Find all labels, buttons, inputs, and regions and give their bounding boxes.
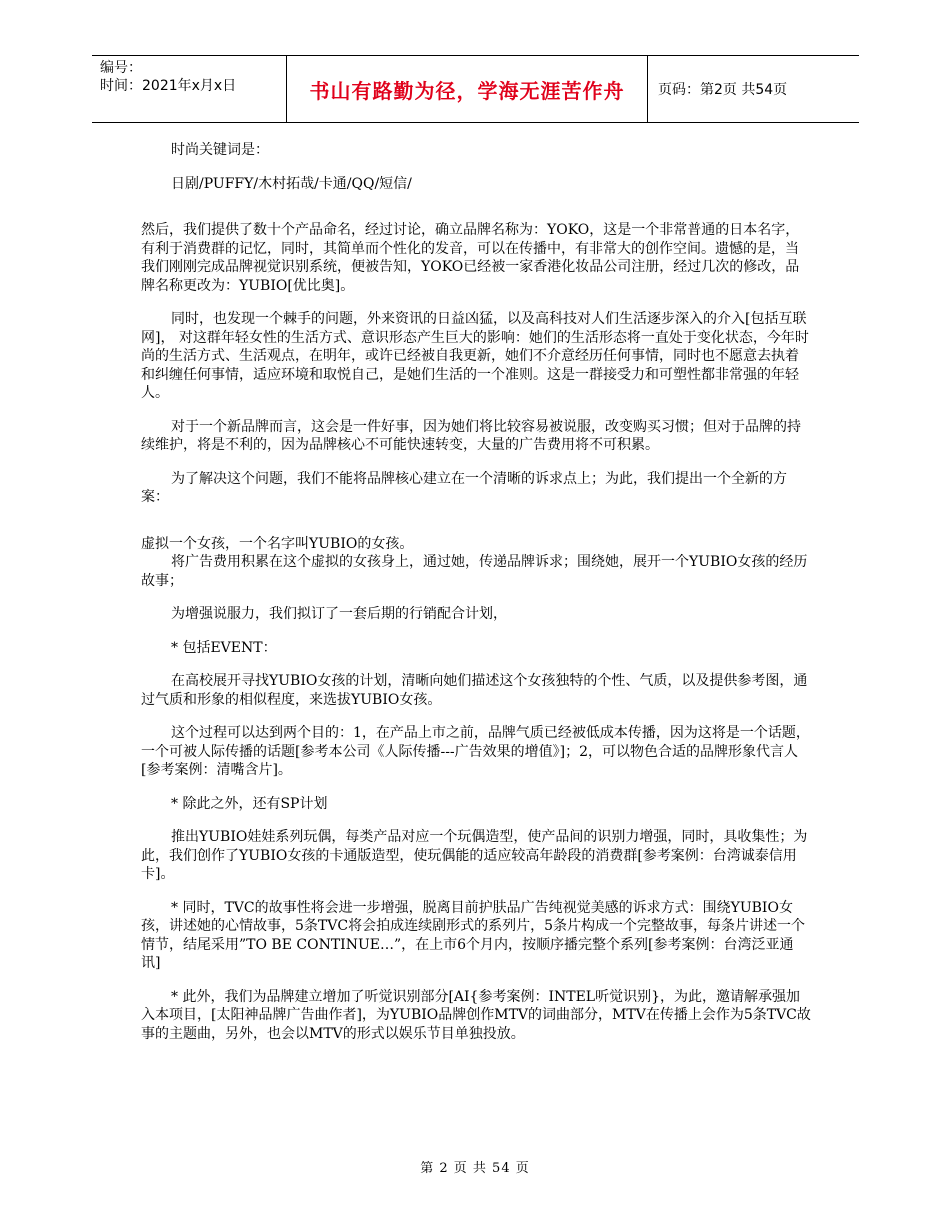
paragraph: 时尚关键词是： — [171, 142, 269, 158]
paragraph: * 包括EVENT： — [171, 639, 277, 656]
paragraph: 为增强说服力，我们拟订了一套后期的行销配合计划， — [171, 606, 507, 622]
paragraph: 同时，也发现一个棘手的问题，外来资讯的日益凶猛，以及高科技对人们生活逐步深入的介入[包括互联网]， 对这群年轻女性的生活方式、意识形态产生巨大的影响：她们的生活形态将一直处于变化状态，今年时尚的生活方式、生活观点，在明年，或许已经被自我更新，她们不介意经历任何事情，同时也不愿意去执着和纠缠任何事情，适应环境和取悦自己，是她们生活的一个准则。这是一群接受力和可塑性都非常强的年轻人。 — [141, 311, 809, 401]
header-motto-cell — [286, 56, 648, 122]
page-footer: 第 2 页 共 54 页 — [420, 1161, 530, 1176]
paragraph: * 同时，TVC的故事性将会进一步增强，脱离目前护肤品广告纯视觉美感的诉求方式：围绕YUBIO女孩，讲述她的心情故事，5条TVC将会拍成连续剧形式的系列片，5条片构成一个完整故事，每条片讲述一个情节，结尾采用”TO BE CONTINUE…”，在上市6个月内，按顺序播完整个系列[参考案例：台湾泛亚通讯] — [141, 899, 805, 971]
paragraph: 将广告费用积累在这个虚拟的女孩身上，通过她，传递品牌诉求；围绕她，展开一个YUBIO女孩的经历故事； — [141, 554, 808, 589]
paragraph: 推出YUBIO娃娃系列玩偶，每类产品对应一个玩偶造型，使产品间的识别力增强，同时，具收集性；为此，我们创作了YUBIO女孩的卡通版造型，使玩偶能的适应较高年龄段的消费群[参考案例：台湾诚泰信用卡]。 — [141, 829, 808, 882]
paragraph: 日剧/PUFFY/木村拓哉/卡通/QQ/短信/ — [171, 175, 412, 192]
paragraph: 这个过程可以达到两个目的：1，在产品上市之前，品牌气质已经被低成本传播，因为这将是一个话题，一个可被人际传播的话题[参考本公司《人际传播---广告效果的增值》]；2，可以物色合适的品牌形象代言人[参考案例：清嘴含片]。 — [141, 725, 810, 778]
header-motto: 书山有路勤为径，学海无涯苦作舟 — [309, 78, 625, 103]
paragraph: 为了解决这个问题，我们不能将品牌核心建立在一个清晰的诉求点上；为此，我们提出一个全新的方案： — [141, 470, 787, 505]
paragraph: 然后，我们提供了数十个产品命名，经过讨论，确立品牌名称为：YOKO，这是一个非常普通的日本名字，有利于消费群的记忆，同时，其简单而个性化的发音，可以在传播中，有非常大的创作空间。遗憾的是，当我们刚刚完成品牌视觉识别系统，便被告知，YOKO已经被一家香港化妆品公司注册，经过几次的修改，品牌名称更改为：YUBIO[优比奥]。 — [141, 222, 800, 294]
header-meta — [100, 59, 236, 95]
doc-time-label: 时间：2021年x月x日 — [100, 78, 237, 94]
paragraph: * 除此之外，还有SP计划 — [171, 795, 328, 812]
paragraph: 在高校展开寻找YUBIO女孩的计划，清晰向她们描述这个女孩独特的个性、气质，以及提供参考图，通过气质和形象的相似程度，来选拔YUBIO女孩。 — [141, 673, 808, 708]
paragraph: 对于一个新品牌而言，这会是一件好事，因为她们将比较容易被说服，改变购买习惯；但对于品牌的持续维护，将是不利的，因为品牌核心不可能快速转变，大量的广告费用将不可积累。 — [141, 418, 801, 453]
page-header — [92, 55, 859, 123]
paragraph: 虚拟一个女孩，一个名字叫YUBIO的女孩。 — [141, 535, 414, 552]
header-page-info: 页码：第2页 共54页 — [658, 82, 788, 98]
doc-code-label: 编号： — [100, 60, 142, 76]
paragraph: * 此外，我们为品牌建立增加了听觉识别部分[AI{参考案例：INTEL听觉识别}，为此，邀请解承强加入本项目，[太阳神品牌广告曲作者]，为YUBIO品牌创作MTV的词曲部分，MTV在传播上会作为5条TVC故事的主题曲，另外，也会以MTV的形式以娱乐节目单独投放。 — [141, 988, 811, 1042]
document-body — [141, 141, 811, 1058]
